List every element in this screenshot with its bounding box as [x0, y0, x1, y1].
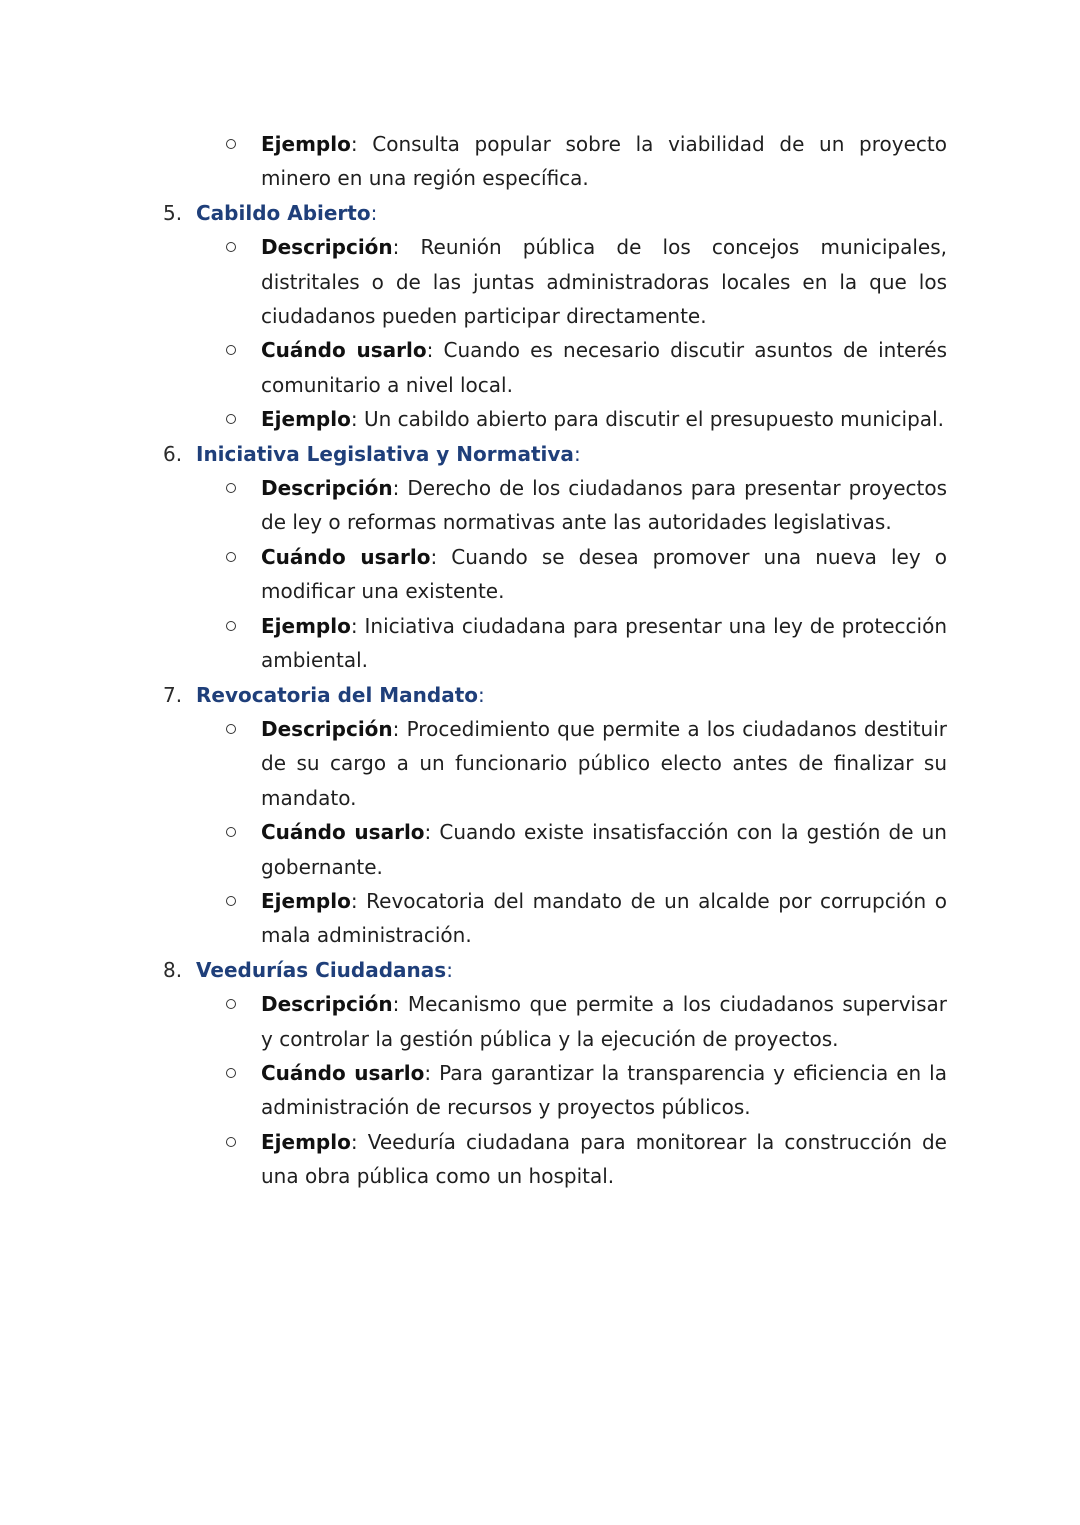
section-heading-revocatoria: [0, 678, 1080, 712]
bullet-icon: [226, 402, 236, 436]
item-label: Ejemplo: [261, 613, 351, 638]
bullet-icon: [226, 1056, 236, 1090]
list-item-descripcion: [261, 230, 947, 333]
item-label: Cuándo usarlo: [261, 338, 427, 363]
item-text: : Derecho de los ciudadanos para presentar proyectos de ley o reformas normativas ante las autoridades legislativas.: [261, 476, 947, 535]
item-label: Ejemplo: [261, 1129, 351, 1154]
list-item-descripcion: [261, 712, 947, 815]
bullet-icon: [226, 230, 236, 264]
section-title: Iniciativa Legislativa y Normativa: [196, 441, 574, 466]
item-text: : Un cabildo abierto para discutir el presupuesto municipal.: [350, 407, 944, 432]
list-item-cuando-usarlo: [261, 333, 947, 402]
item-label: Ejemplo: [261, 132, 351, 156]
list-item-descripcion: [261, 471, 947, 540]
list-item-ejemplo: [261, 127, 947, 196]
item-text: : Revocatoria del mandato de un alcalde por corrupción o mala administración.: [261, 888, 947, 948]
list-item-ejemplo: [261, 402, 947, 436]
section-number: 7.: [163, 682, 183, 707]
item-text: : Cuando es necesario discutir asuntos de interés comunitario a nivel local.: [261, 338, 947, 397]
item-text: : Cuando existe insatisfacción con la gestión de un gobernante.: [261, 820, 947, 879]
list-item-descripcion: [261, 987, 947, 1056]
item-label: Descripción: [261, 992, 393, 1017]
bullet-icon: [226, 815, 236, 849]
item-text: : Reunión pública de los concejos municipales, distritales o de las juntas administradoras locales en la que los ciudadanos pueden participar directamente.: [261, 235, 947, 329]
bullet-icon: [226, 987, 236, 1021]
list-item-ejemplo: [261, 884, 947, 953]
list-item-ejemplo: [261, 1125, 947, 1194]
section-number: 5.: [163, 200, 183, 225]
section-heading-iniciativa-legislativa: [0, 437, 1080, 471]
item-text: : Procedimiento que permite a los ciudadanos destituir de su cargo a un funcionario público electo antes de finalizar su mandato.: [261, 716, 947, 810]
bullet-icon: [226, 1125, 236, 1159]
item-text: : Mecanismo que permite a los ciudadanos supervisar y controlar la gestión pública y la ejecución de proyectos.: [261, 992, 947, 1051]
item-label: Ejemplo: [261, 407, 351, 432]
list-item-cuando-usarlo: [261, 815, 947, 884]
item-label: Descripción: [261, 235, 393, 260]
item-text: : Para garantizar la transparencia y eficiencia en la administración de recursos y proyectos públicos.: [261, 1060, 947, 1120]
list-item-cuando-usarlo: [261, 540, 947, 609]
section-number: 6.: [163, 441, 183, 466]
section-number: 8.: [163, 957, 183, 982]
item-label: Cuándo usarlo: [261, 544, 431, 569]
section-title: Cabildo Abierto: [196, 200, 371, 225]
item-label: Cuándo usarlo: [261, 1060, 425, 1085]
section-title: Veedurías Ciudadanas: [196, 957, 447, 982]
bullet-icon: [226, 884, 236, 918]
item-label: Descripción: [261, 476, 393, 501]
item-label: Cuándo usarlo: [261, 820, 425, 845]
item-text: : Cuando se desea promover una nueva ley o modificar una existente.: [261, 544, 947, 604]
bullet-icon: [226, 127, 236, 161]
bullet-icon: [226, 333, 236, 367]
bullet-icon: [226, 471, 236, 505]
document-content: [0, 127, 1080, 1194]
section-colon: :: [446, 957, 453, 982]
bullet-icon: [226, 609, 236, 643]
item-text: : Consulta popular sobre la viabilidad de un proyecto minero en una región específica.: [261, 132, 947, 191]
item-label: Descripción: [261, 716, 393, 741]
section-colon: :: [370, 200, 378, 225]
item-label: Ejemplo: [261, 888, 351, 913]
section-colon: :: [573, 441, 581, 466]
item-text: : Veeduría ciudadana para monitorear la construcción de una obra pública como un hospital.: [261, 1129, 947, 1189]
section-title: Revocatoria del Mandato: [196, 682, 479, 707]
bullet-icon: [226, 712, 236, 746]
bullet-icon: [226, 540, 236, 574]
section-heading-cabildo-abierto: [0, 196, 1080, 230]
section-heading-veedurias: [0, 953, 1080, 987]
section-colon: :: [478, 682, 485, 707]
list-item-ejemplo: [261, 609, 947, 678]
item-text: : Iniciativa ciudadana para presentar una ley de protección ambiental.: [261, 613, 947, 673]
list-item-cuando-usarlo: [261, 1056, 947, 1125]
